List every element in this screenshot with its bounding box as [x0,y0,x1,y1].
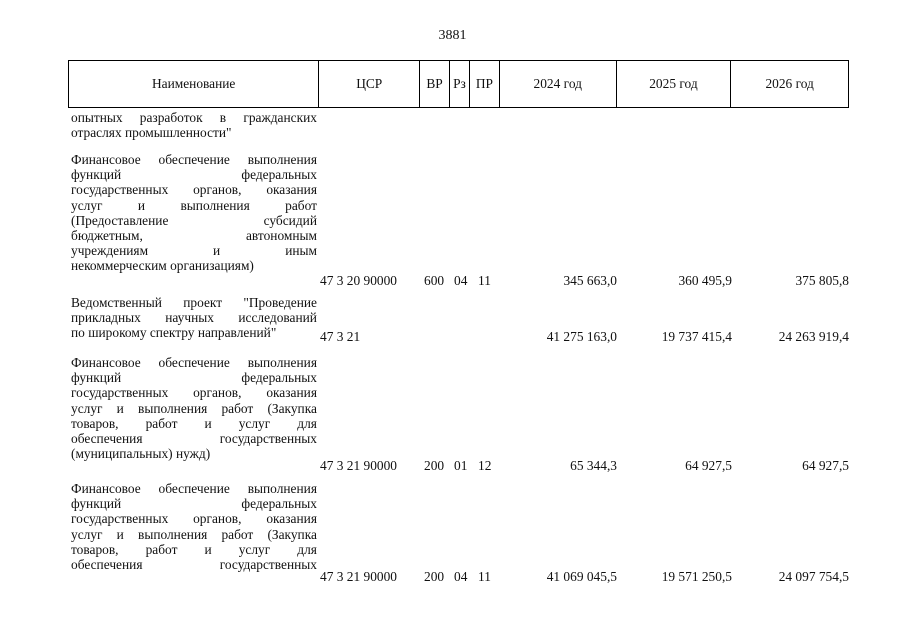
row-name-line: обеспечения государственных [71,556,317,572]
row-pr: 11 [478,569,491,584]
row-pr: 11 [478,273,491,288]
row-csr: 47 3 21 [320,329,361,344]
row-name-line: функций федеральных [71,370,317,386]
row-name [71,152,317,274]
row-vr: 200 [424,569,445,584]
row-vr: 600 [424,273,445,288]
row-vr: 200 [424,458,445,473]
row-name [71,481,317,572]
row-name-line: услуг и выполнения работ (Закупка [71,526,317,542]
row-name [71,355,317,461]
table-header [68,60,849,108]
row-name-line: некоммерческим организациям) [71,258,254,274]
row-name-line: Финансовое обеспечение выполнения [71,355,317,370]
row-2025: 64 927,5 [685,458,732,473]
header-vr: ВР [420,61,450,107]
row-name-line: Финансовое обеспечение выполнения [71,481,317,496]
row-csr: 47 3 21 90000 [320,569,397,584]
row-rz: 01 [454,458,468,473]
row-csr: 47 3 21 90000 [320,458,397,473]
row-rz: 04 [454,273,468,288]
row-2024: 41 069 045,5 [546,569,617,584]
row-pr: 12 [478,458,492,473]
row-name-line: обеспечения государственных [71,430,317,446]
row-name-line: товаров, работ и услуг для [71,541,317,557]
row-rz: 04 [454,569,468,584]
row-name-line: товаров, работ и услуг для [71,415,317,431]
row-name-line: функций федеральных [71,496,317,512]
header-pr: ПР [470,61,500,107]
row-name-line: по широкому спектру направлений" [71,325,277,341]
row-2025: 19 571 250,5 [661,569,732,584]
header-name: Наименование [69,61,319,107]
row-name-line: Финансовое обеспечение выполнения [71,152,317,167]
header-2025: 2025 год [617,61,732,107]
row-2025: 360 495,9 [678,273,732,288]
row-name-line: функций федеральных [71,167,317,183]
row-name-line: государственных органов, оказания [71,511,317,527]
row-name-line: прикладных научных исследований [71,310,317,326]
row-name-line: услуг и выполнения работ (Закупка [71,400,317,416]
row-2024: 345 663,0 [563,273,617,288]
row-name-line: бюджетным, автономным [71,227,317,243]
row-name-line: отраслях промышленности" [71,125,232,141]
row-name-line: услуг и выполнения работ [71,197,317,213]
row-2026: 375 805,8 [795,273,849,288]
row-2024: 41 275 163,0 [546,329,617,344]
header-rz: Рз [450,61,470,107]
row-2024: 65 344,3 [570,458,617,473]
row-name-line: (муниципальных) нужд) [71,446,211,462]
row-name-line: учреждениям и иным [71,243,317,259]
row-name-line: опытных разработок в гражданских [71,110,317,125]
header-2024: 2024 год [500,61,617,107]
row-2026: 24 263 919,4 [778,329,849,344]
row-2026: 24 097 754,5 [778,569,849,584]
header-csr: ЦСР [319,61,420,107]
row-name-line: государственных органов, оказания [71,182,317,198]
row-2026: 64 927,5 [802,458,849,473]
row-name-line: Ведомственный проект "Проведение [71,295,317,310]
row-name-line: (Предоставление субсидий [71,212,317,228]
row-2025: 19 737 415,4 [661,329,732,344]
row-csr: 47 3 20 90000 [320,273,397,288]
row-name-line: государственных органов, оказания [71,385,317,401]
page-number: 3881 [438,28,467,43]
row-name [71,295,317,341]
header-2026: 2026 год [765,76,814,91]
row-name [71,110,317,140]
